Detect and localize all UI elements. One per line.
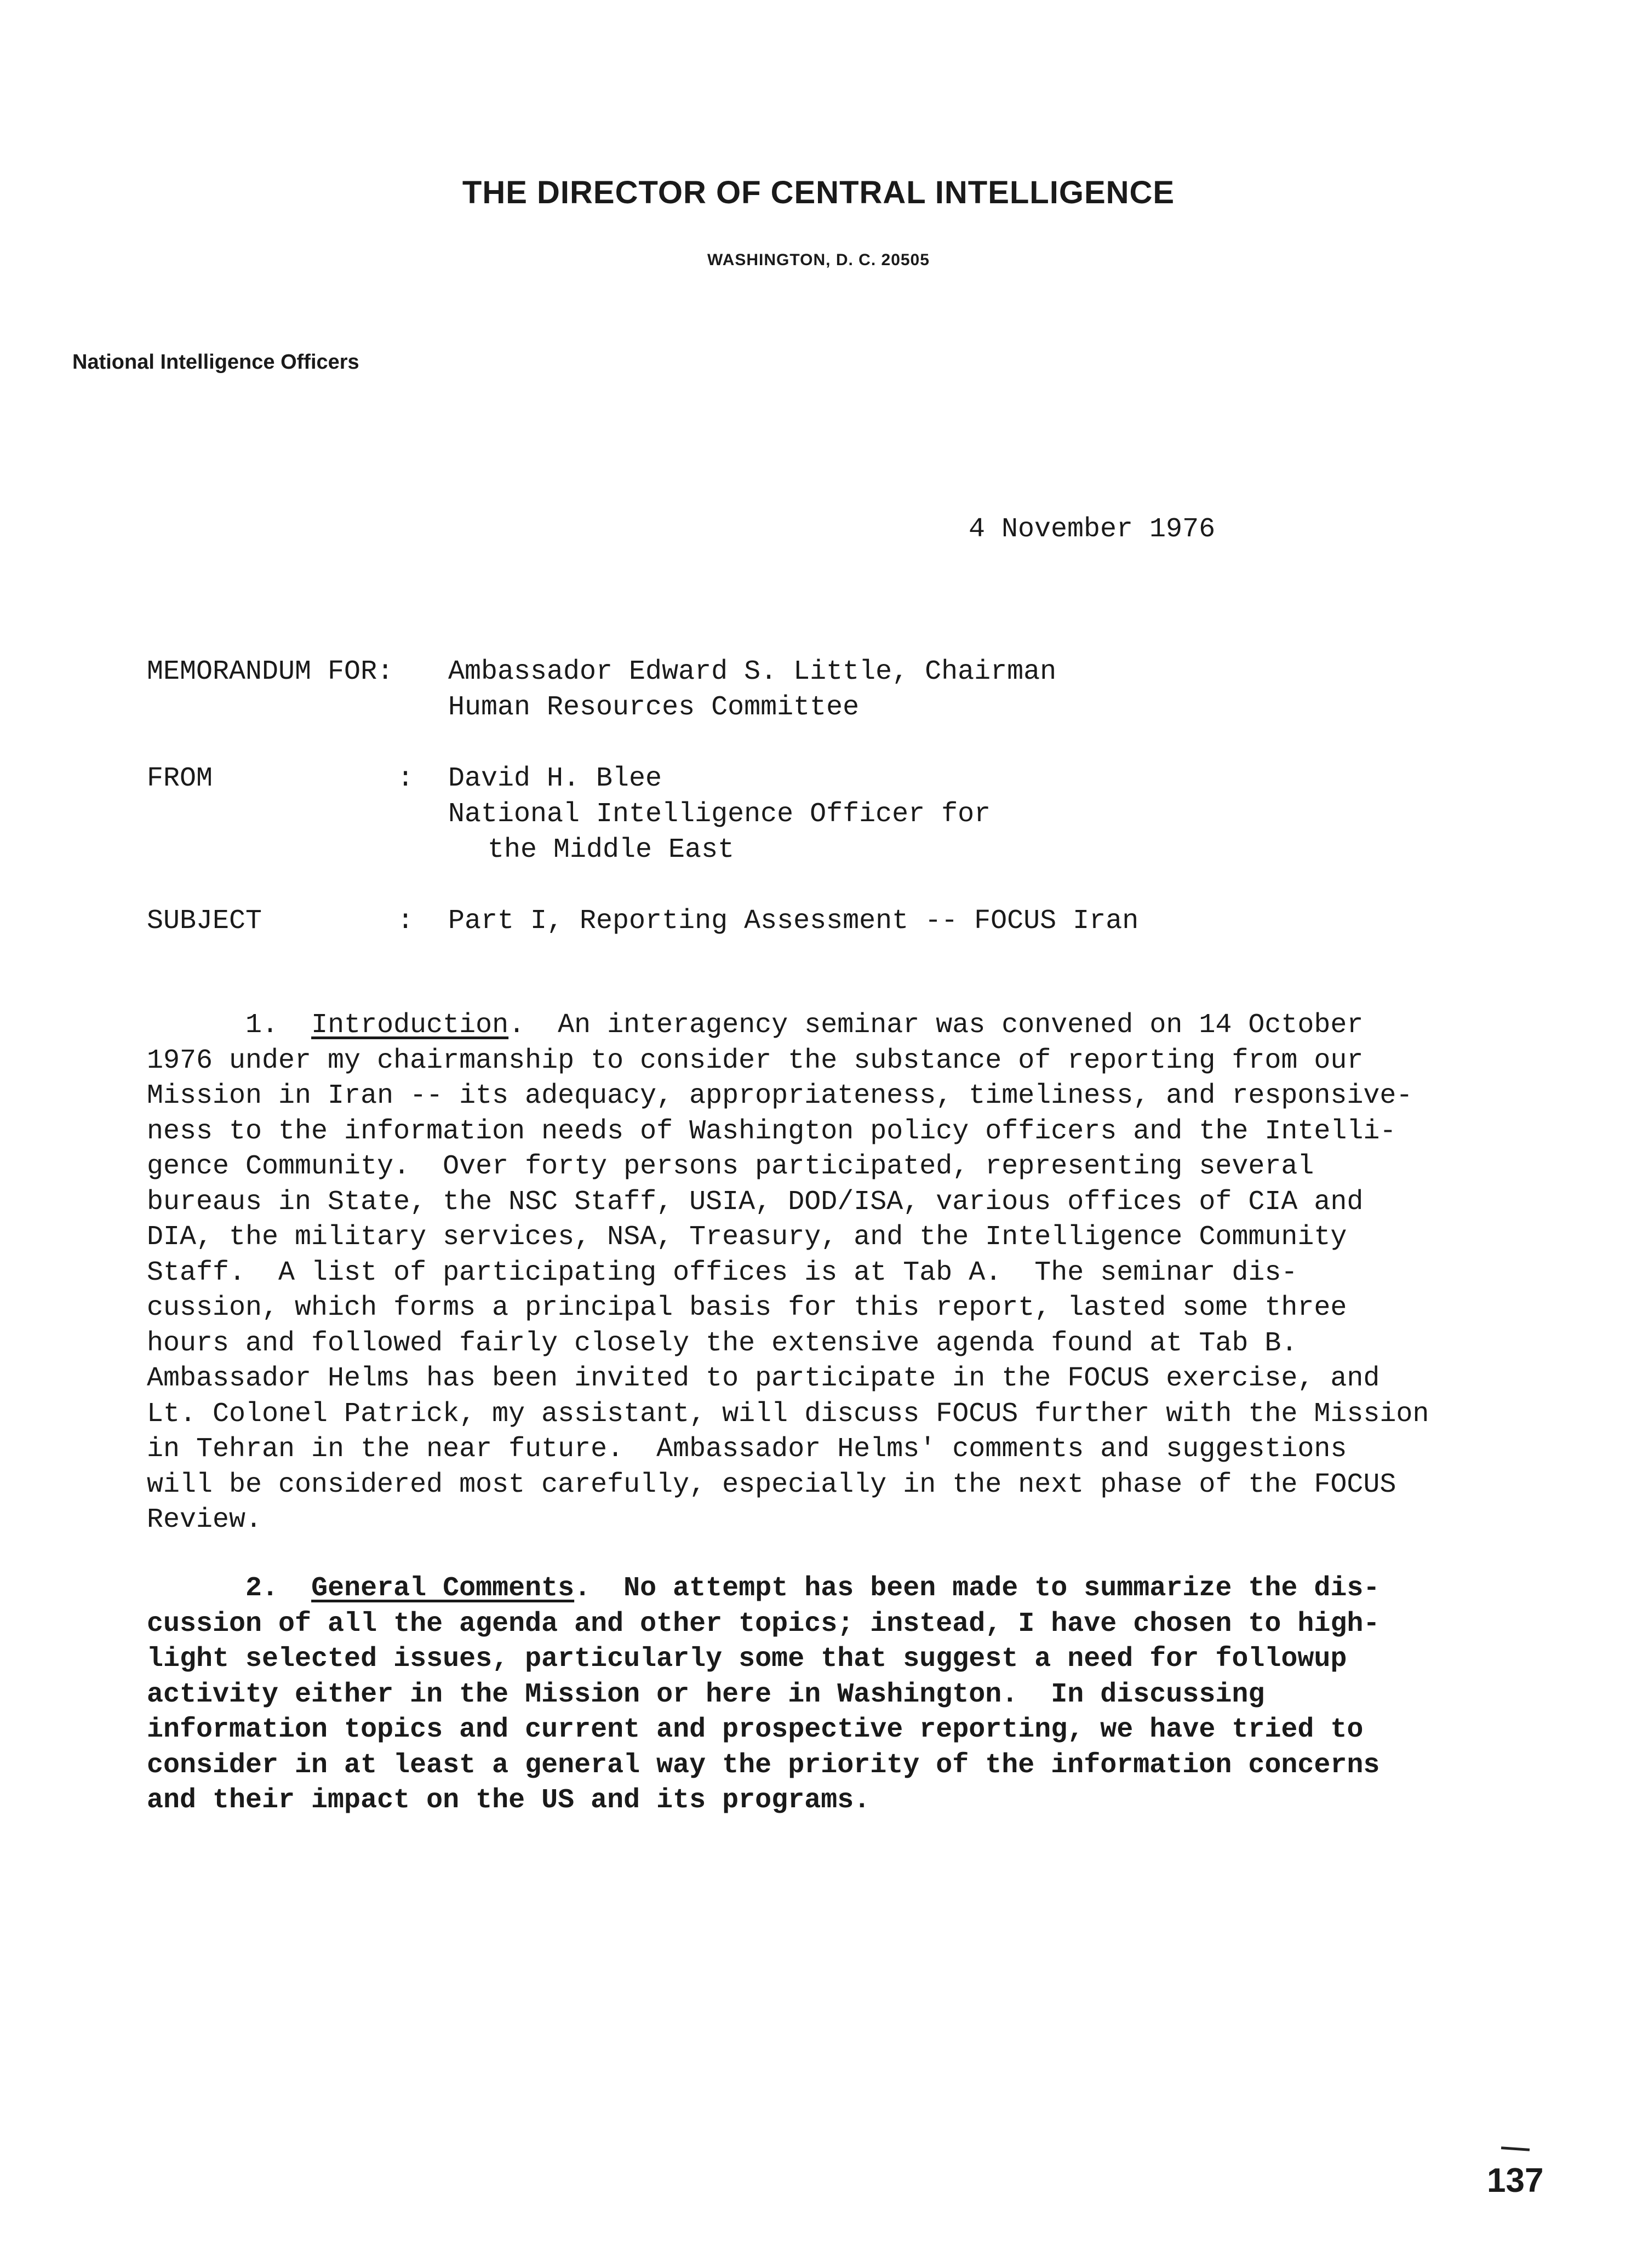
memo-from-label: FROM [147, 763, 213, 794]
paragraph-line: cussion, which forms a principal basis for this report, lasted some three [147, 1292, 1347, 1324]
paragraph-line: activity either in the Mission or here in Washington. In discussing [147, 1679, 1265, 1710]
paragraph-line: Ambassador Helms has been invited to participate in the FOCUS exercise, and [147, 1363, 1380, 1394]
paragraph-line: will be considered most carefully, especially in the next phase of the FOCUS [147, 1469, 1396, 1500]
memo-date: 4 November 1976 [969, 514, 1216, 545]
memo-subject-label: SUBJECT [147, 906, 262, 937]
paragraph-line: Mission in Iran -- its adequacy, appropriateness, timeliness, and responsive- [147, 1080, 1413, 1112]
memo-from-colon: : [397, 763, 414, 794]
paragraph-line: cussion of all the agenda and other topics; instead, I have chosen to high- [147, 1608, 1380, 1640]
office-name: National Intelligence Officers [72, 351, 359, 374]
paragraph-line: gence Community. Over forty persons participated, representing several [147, 1151, 1314, 1182]
page-mark [1501, 2146, 1530, 2151]
paragraph-line: Lt. Colonel Patrick, my assistant, will discuss FOCUS further with the Mission [147, 1398, 1429, 1430]
paragraph-line: information topics and current and prospective reporting, we have tried to [147, 1714, 1364, 1745]
paragraph-line: Staff. A list of participating offices is at Tab A. The seminar dis- [147, 1257, 1298, 1288]
paragraph-line: light selected issues, particularly some that suggest a need for followup [147, 1643, 1347, 1675]
paragraph-line: in Tehran in the near future. Ambassador Helms' comments and suggestions [147, 1434, 1347, 1465]
paragraph-line: Review. [147, 1504, 262, 1536]
letterhead-title: THE DIRECTOR OF CENTRAL INTELLIGENCE [462, 175, 1175, 210]
paragraph-line: and their impact on the US and its programs. [147, 1785, 871, 1816]
memo-for-committee: Human Resources Committee [448, 692, 860, 723]
paragraph-line: No attempt has been made to summarize the dis- [623, 1573, 1380, 1604]
paragraph-line: DIA, the military services, NSA, Treasury, and the Intelligence Community [147, 1222, 1347, 1253]
paragraph-number: 1. [245, 1010, 279, 1041]
paragraph-heading: General Comments [311, 1573, 575, 1604]
paragraph-number: 2. [245, 1573, 279, 1604]
paragraph-line: ness to the information needs of Washington policy officers and the Intelli- [147, 1115, 1396, 1147]
paragraph-line: consider in at least a general way the priority of the information concerns [147, 1749, 1380, 1781]
paragraph-line: bureaus in State, the NSC Staff, USIA, DOD/ISA, various offices of CIA and [147, 1186, 1364, 1218]
paragraph-heading: Introduction [311, 1010, 509, 1041]
memo-subject-value: Part I, Reporting Assessment -- FOCUS Iran [448, 906, 1139, 937]
letterhead-address: WASHINGTON, D. C. 20505 [707, 251, 930, 269]
memo-from-title: National Intelligence Officer for [448, 799, 991, 830]
memo-subject-colon: : [397, 906, 414, 937]
memo-for-recipient: Ambassador Edward S. Little, Chairman [448, 656, 1057, 688]
paragraph-line: An interagency seminar was convened on 14 October [558, 1010, 1364, 1041]
paragraph-line: 1976 under my chairmanship to consider the substance of reporting from our [147, 1045, 1364, 1076]
paragraph-introduction: 1. Introduction. An interagency seminar was convened on 14 October 1976 under my chairmanship to consider the substance of reporting from our Mission in Iran -- its adequacy, appropriateness, timeliness, and responsive- ness to the information needs of Washington policy officers and the Intelli- gence Community. Over forty persons participated, representing several bureaus in State, the NSC Staff, USIA, DOD/ISA, various offices of CIA and DIA, the military services, NSA, Treasury, and the Intelligence Community Staff. A list of participating offices is at Tab A. The seminar dis- cussion, which forms a principal basis for this report, lasted some three hours and followed fairly closely the extensive agenda found at Tab B. Ambassador Helms has been invited to participate in the FOCUS exercise, and Lt. Colonel Patrick, my assistant, will discuss FOCUS further with the Mission in Tehran in the near future. Ambassador Helms' comments and suggestions will be considered most carefully, especially in the next phase of the FOCUS Review. [147, 1010, 1429, 1536]
memo-from-region: the Middle East [488, 834, 735, 866]
paragraph-line: hours and followed fairly closely the extensive agenda found at Tab B. [147, 1327, 1298, 1359]
memo-for-label: MEMORANDUM FOR: [147, 656, 394, 688]
page-number: 137 [1487, 2162, 1544, 2200]
paragraph-general-comments: 2. General Comments. No attempt has been made to summarize the dis- cussion of all the agenda and other topics; instead, I have chosen to high- light selected issues, particularly some that suggest a need for followup activity either in the Mission or here in Washington. In discussing information topics and current and prospective reporting, we have tried to consider in at least a general way the priority of the information concerns and their impact on the US and its programs. [147, 1573, 1380, 1816]
memo-from-name: David H. Blee [448, 763, 662, 794]
